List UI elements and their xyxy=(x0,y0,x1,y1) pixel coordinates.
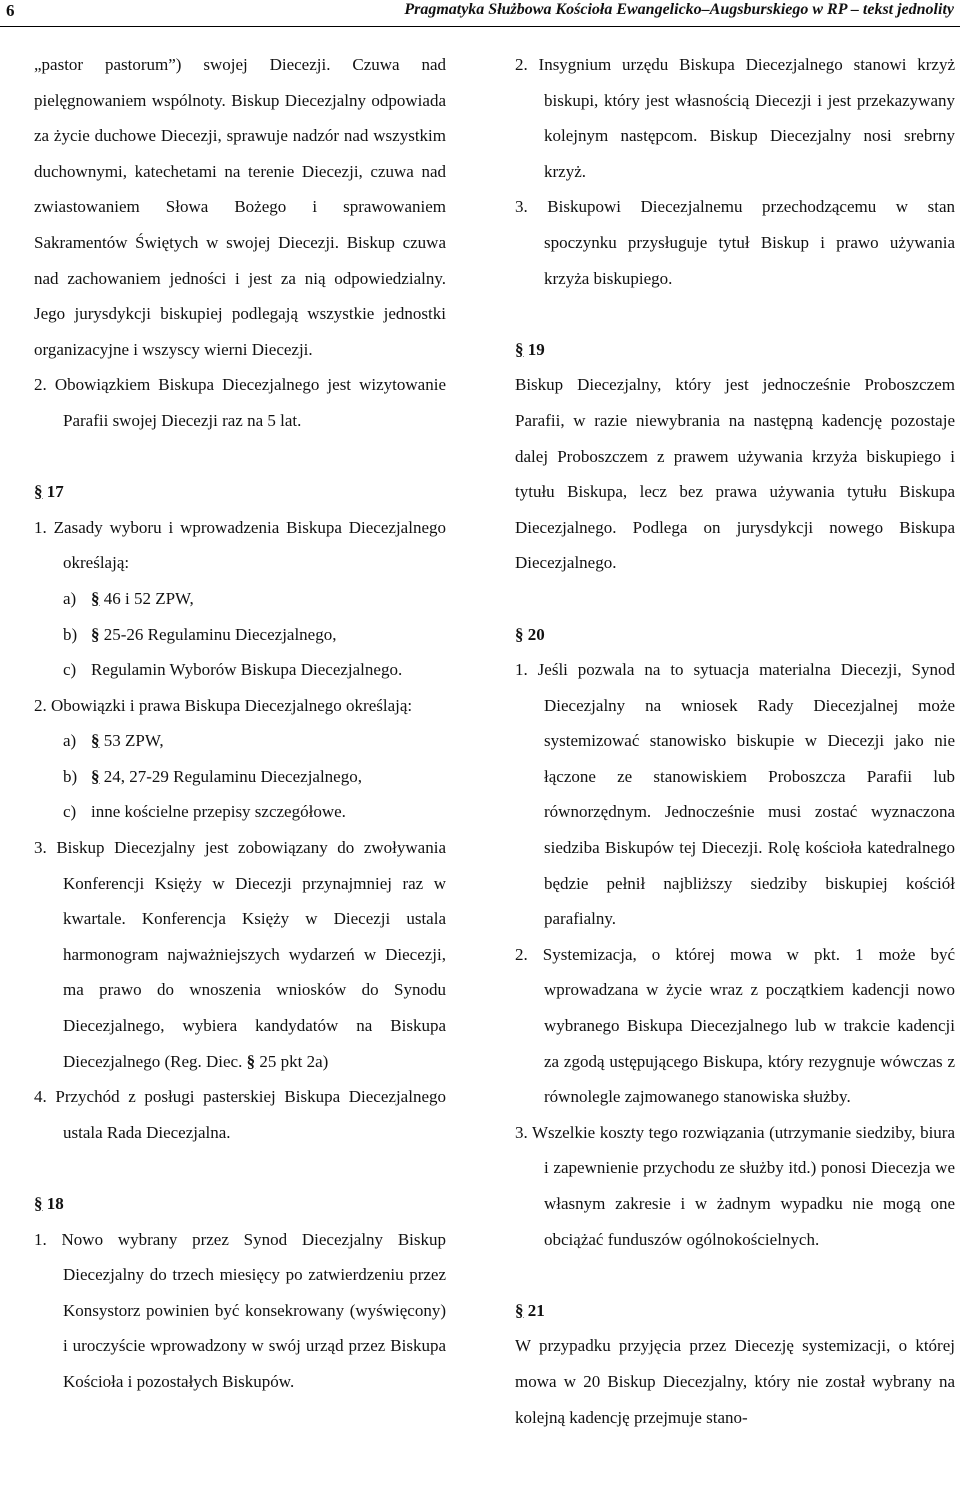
paragraph-right-2: 2. Insygnium urzędu Biskupa Diecezjalnego stanowi krzyż biskupi, który jest własnością Diecezji i jest przekazywany kolejnym następcom. Biskup Diecezjalny nosi srebrny krzyż. xyxy=(515,55,955,181)
s20-point-2: 2. Systemizacja, o której mowa w pkt. 1 może być wprowadzana w życie wraz z początkiem kadencji nowo wybranego Biskupa Diecezjalnego lub w trakcie kadencji za zgodą ustępującego Biskupa, który rezygnuje wówczas z równolegle zajmowanego stanowiska służby. xyxy=(515,944,955,1107)
s17-point-2c: c) inne kościelne przepisy szczegółowe. xyxy=(63,802,346,822)
right-column xyxy=(515,47,955,1435)
s21-text: W przypadku przyjęcia przez Diecezję systemizacji, o której mowa w 20 Biskup Diecezjalny, który nie został wybrany na kolejną kadencję przejmuje stano- xyxy=(515,1336,955,1427)
section-symbol: § xyxy=(34,482,43,502)
s20-point-3: 3. Wszelkie koszty tego rozwiązania (utrzymanie siedziby, biura i zapewnienie przychodu ze służby itd.) ponosi Diecezja we własnym zakresie i w żadnym wypadku nie mogą one obciążać funduszów ogólnokościelnych. xyxy=(515,1122,955,1249)
section-heading-21: § 21 xyxy=(515,1300,545,1320)
paragraph-intro: „pastor pastorum”) swojej Diecezji. Czuwa nad pielęgnowaniem wspólnoty. Biskup Diecezjalny odpowiada za życie duchowe Diecezji, sprawuje nadzór nad wszystkim duchownymi, katechetami na terenie Diecezji, czuwa nad zwiastowaniem Słowa Bożego i sprawowaniem Sakramentów Świętych w swojej Diecezji. Biskup czuwa nad zachowaniem jedności i jest za nią odpowiedzialny. Jego jurysdykcji biskupiej podlegają wszystkie jednostki organizacyjne i wszyscy wierni Diecezji. xyxy=(34,55,446,359)
s18-point-1: 1. Nowo wybrany przez Synod Diecezjalny Biskup Diecezjalny do trzech miesięcy po zatwierdzeniu przez Konsystorz powinien być konsekrowany (wyświęcony) i uroczyście wprowadzony w swój urząd przez Biskupa Kościoła i pozostałych Biskupów. xyxy=(34,1229,446,1391)
page-number: 6 xyxy=(6,1,15,20)
section-heading-17: § 17 xyxy=(34,482,64,502)
s17-point-2: 2. Obowiązki i prawa Biskupa Diecezjalnego określają: xyxy=(34,695,413,715)
s17-point-4: 4. Przychód z posługi pasterskiej Biskupa Diecezjalnego ustala Rada Diecezjalna. xyxy=(34,1087,446,1142)
s17-point-1: 1. Zasady wyboru i wprowadzenia Biskupa Diecezjalnego określają: xyxy=(34,517,446,573)
paragraph-2: 2. Obowiązkiem Biskupa Diecezjalnego jest wizytowanie Parafii swojej Diecezji raz na 5 lat. xyxy=(34,375,446,430)
s17-point-3: 3. Biskup Diecezjalny jest zobowiązany do zwoływania Konferencji Księży w Diecezji przynajmniej raz w kwartale. Konferencja Księży w Diecezji ustala harmonogram najważniejszych wydarzeń w Diecezji, ma prawo do wnoszenia wniosków do Synodu Diecezjalnego, wybiera kandydatów na Biskupa Diecezjalnego (Reg. Diec. § 25 pkt 2a) xyxy=(34,838,446,1071)
section-heading-19: § 19 xyxy=(515,339,545,359)
s17-point-2b: b) § 24, 27-29 Regulaminu Diecezjalnego, xyxy=(63,766,362,786)
section-heading-20: § 20 xyxy=(515,624,545,644)
left-column xyxy=(34,47,446,1400)
s17-point-1c: c) Regulamin Wyborów Biskupa Diecezjalnego. xyxy=(63,660,403,680)
s17-point-1b: b) § 25-26 Regulaminu Diecezjalnego, xyxy=(63,624,337,644)
s19-text: Biskup Diecezjalny, który jest jednocześnie Proboszczem Parafii, w razie niewybrania na następną kadencję pozostaje dalej Proboszczem z prawem używania krzyża biskupiego i tytułu Biskupa, lecz bez prawa używania tytułu Biskupa Diecezjalnego. Podlega on jurysdykcji nowego Biskupa Diecezjalnego. xyxy=(515,375,955,573)
s20-point-1: 1. Jeśli pozwala na to sytuacja materialna Diecezji, Synod Diecezjalny na wniosek Rady Diecezjalnej może systemizować stanowisko biskupie w Diecezji jako nie łączone ze stanowiskiem Proboszcza Parafii lub równorzędnym. Jednocześnie musi zostać wyznaczona siedziba Biskupów tej Diecezji. Rolę kościoła katedralnego będzie pełnił najbliższy siedziby biskupiej kościół parafialny. xyxy=(515,660,955,929)
running-header xyxy=(0,0,960,27)
s17-point-1a: a) § 46 i 52 ZPW, xyxy=(63,588,194,608)
section-heading-18: § 18 xyxy=(34,1194,64,1213)
paragraph-right-3: 3. Biskupowi Diecezjalnemu przechodzącemu w stan spoczynku przysługuje tytuł Biskup i prawo używania krzyża biskupiego. xyxy=(515,197,955,288)
s17-point-2a: a) § 53 ZPW, xyxy=(63,731,164,751)
running-title: Pragmatyka Służbowa Kościoła Ewangelicko–Augsburskiego w RP – tekst jednolity xyxy=(404,1,954,18)
